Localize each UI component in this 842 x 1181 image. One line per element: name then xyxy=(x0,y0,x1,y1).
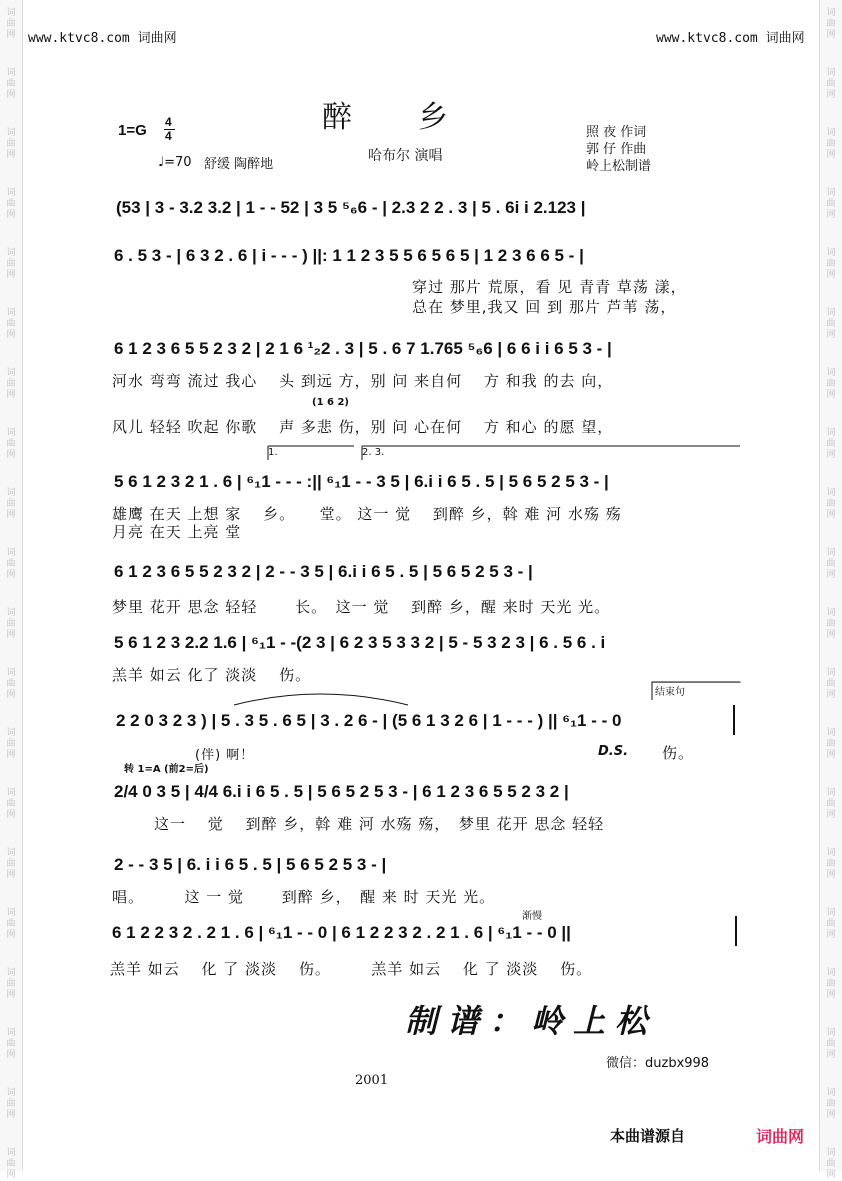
side-watermark: 词 曲 网 xyxy=(4,1148,18,1181)
score-row-5: 6 1 2 3 6 5 5 2 3 2 | 2 - - 3 5 | 6.i i 6 5 . 5 | 5 6 5 2 5 3 - | xyxy=(114,562,533,582)
side-watermark: 词 曲 网 xyxy=(824,848,838,881)
side-watermark: 词 曲 网 xyxy=(824,368,838,401)
coda-box-label: 结束句 xyxy=(655,683,685,698)
mood-mark: 舒缓 陶醉地 xyxy=(204,156,273,173)
side-watermark: 词 曲 网 xyxy=(4,248,18,281)
phrase-slur xyxy=(234,694,408,705)
score-row-10: 6 1 2 2 3 2 . 2 1 . 6 | ⁶₁1 - - 0 | 6 1 2 2 3 2 . 2 1 . 6 | ⁶₁1 - - 0 || xyxy=(112,923,571,943)
side-watermark: 词 曲 网 xyxy=(4,488,18,521)
score-row-7: 2 2 0 3 2 3 ) | 5 . 3 5 . 6 5 | 3 . 2 6 - | (5 6 1 3 2 6 | 1 - - - ) || ⁶₁1 - - 0 xyxy=(116,711,621,731)
side-watermark: 词 曲 网 xyxy=(4,1028,18,1061)
lyric-row-2-verse-1: 穿过 那片 荒原，看 见 青青 草荡 漾， xyxy=(412,276,687,297)
side-watermark: 词 曲 网 xyxy=(4,608,18,641)
side-watermark: 词 曲 网 xyxy=(4,8,18,41)
lyric-row-10: 羔羊 如云 化 了 淡淡 伤。 羔羊 如云 化 了 淡淡 伤。 xyxy=(110,958,592,979)
side-watermark: 词 曲 网 xyxy=(824,668,838,701)
lyric-row-3-verse-2: 风儿 轻轻 吹起 你歌 声 多悲 伤，别 问 心在何 方 和心 的愿 望， xyxy=(112,416,613,437)
header-site-left[interactable]: www.ktvc8.com 词曲网 xyxy=(28,27,177,46)
volta-1-label: 1. xyxy=(268,447,278,458)
side-watermark: 词 曲 网 xyxy=(4,668,18,701)
lyric-row-8: 这一 觉 到醉 乡，斡 难 河 水殇 殇， 梦里 花开 思念 轻轻 xyxy=(154,813,604,834)
side-watermark: 词 曲 网 xyxy=(824,788,838,821)
side-watermark: 词 曲 网 xyxy=(824,548,838,581)
volta-1-bracket xyxy=(268,446,354,460)
key-signature: 1=G xyxy=(118,122,147,139)
side-watermark: 词 曲 网 xyxy=(824,428,838,461)
lyric-row-5: 梦里 花开 思念 轻轻 长。 这一 觉 到醉 乡，醒 来时 天光 光。 xyxy=(112,596,610,617)
lyric-row-3-verse-1: 河水 弯弯 流过 我心 头 到远 方，别 问 来自何 方 和我 的去 向， xyxy=(112,370,613,391)
side-watermark: 词 曲 网 xyxy=(4,188,18,221)
lyric-row-9: 唱。 这 一 觉 到醉 乡， 醒 来 时 天光 光。 xyxy=(112,886,495,907)
side-watermark: 词 曲 网 xyxy=(824,908,838,941)
ds-mark: D.S. xyxy=(598,744,628,759)
lyric-row-7: (伴) 啊！ xyxy=(195,744,254,763)
side-watermark: 词 曲 网 xyxy=(4,128,18,161)
side-watermark: 词 曲 网 xyxy=(824,1028,838,1061)
lyric-row-6: 羔羊 如云 化了 淡淡 伤。 xyxy=(112,664,311,685)
ritardando-mark: 渐慢 xyxy=(522,907,542,922)
time-signature-top: 4 xyxy=(165,116,172,128)
side-watermark: 词 曲 网 xyxy=(4,848,18,881)
volta-2-bracket xyxy=(362,446,740,460)
volta-2-label: 2. 3. xyxy=(362,447,384,458)
score-row-4: 5 6 1 2 3 2 1 . 6 | ⁶₁1 - - - :|| ⁶₁1 - - 3 5 | 6.i i 6 5 . 5 | 5 6 5 2 5 3 - | xyxy=(114,472,609,492)
transcriber: 岭上松制谱 xyxy=(586,158,651,175)
side-watermark: 词 曲 网 xyxy=(4,1088,18,1121)
performer: 哈布尔 演唱 xyxy=(368,148,442,165)
modulation-mark: 转 1=A (前2=后) xyxy=(124,760,209,775)
side-watermark: 词 曲 网 xyxy=(824,308,838,341)
side-watermark: 词 曲 网 xyxy=(4,368,18,401)
score-row-8: 2/4 0 3 5 | 4/4 6.i i 6 5 . 5 | 5 6 5 2 5 3 - | 6 1 2 3 6 5 5 2 3 2 | xyxy=(114,782,569,802)
brand-link[interactable]: 词曲网 xyxy=(756,1124,804,1147)
side-watermark: 词 曲 网 xyxy=(824,1088,838,1121)
side-watermark: 词 曲 网 xyxy=(4,908,18,941)
lyric-row-2-verse-2: 总在 梦里,我又 回 到 那片 芦苇 荡， xyxy=(412,296,676,317)
side-watermark: 词 曲 网 xyxy=(4,788,18,821)
side-watermark: 词 曲 网 xyxy=(4,968,18,1001)
time-signature-bottom: 4 xyxy=(165,130,172,142)
side-watermark: 词 曲 网 xyxy=(824,728,838,761)
song-title: 醉 乡 xyxy=(322,92,450,136)
composer: 郭 仔 作曲 xyxy=(586,141,646,158)
source-note: 本曲谱源自 xyxy=(610,1125,685,1146)
side-watermark: 词 曲 网 xyxy=(824,608,838,641)
side-watermark: 词 曲 网 xyxy=(824,248,838,281)
wechat-id: 微信：duzbx998 xyxy=(606,1055,709,1072)
lyric-row-3-ossia: (1 6 2) xyxy=(312,397,349,408)
side-watermark: 词 曲 网 xyxy=(824,8,838,41)
side-watermark: 词 曲 网 xyxy=(824,488,838,521)
lyric-row-4-verse-1: 雄鹰 在天 上想 家 乡。 堂。 这一 觉 到醉 乡，斡 难 河 水殇 殇 xyxy=(112,503,622,524)
side-watermark: 词 曲 网 xyxy=(4,728,18,761)
tie-slur xyxy=(232,776,300,780)
score-row-1: (53 | 3 - 3.2 3.2 | 1 - - 52 | 3 5 ⁵₆6 - | 2.3 2 2 . 3 | 5 . 6i i 2.123 | xyxy=(116,198,586,218)
score-row-3: 6 1 2 3 6 5 5 2 3 2 | 2 1 6 ¹₂2 . 3 | 5 . 6 7 1.765 ⁵₆6 | 6 6 i i 6 5 3 - | xyxy=(114,339,612,359)
lyric-row-4-verse-2: 月亮 在天 上亮 堂 xyxy=(112,521,241,542)
tempo-mark: ♩=70 xyxy=(158,154,192,171)
lyricist: 照 夜 作词 xyxy=(586,124,646,141)
side-watermark: 词 曲 网 xyxy=(824,968,838,1001)
side-watermark: 词 曲 网 xyxy=(824,1148,838,1181)
header-site-right[interactable]: www.ktvc8.com 词曲网 xyxy=(656,27,805,46)
signature: 制谱：岭上松 xyxy=(405,996,657,1042)
side-watermark: 词 曲 网 xyxy=(824,188,838,221)
side-watermark: 词 曲 网 xyxy=(824,128,838,161)
score-row-6: 5 6 1 2 3 2.2 1.6 | ⁶₁1 - -(2 3 | 6 2 3 5 3 3 2 | 5 - 5 3 2 3 | 6 . 5 6 . i xyxy=(114,633,605,653)
side-watermark: 词 曲 网 xyxy=(4,548,18,581)
score-row-9: 2 - - 3 5 | 6. i i 6 5 . 5 | 5 6 5 2 5 3 - | xyxy=(114,855,386,875)
side-watermark: 词 曲 网 xyxy=(4,428,18,461)
side-watermark: 词 曲 网 xyxy=(4,68,18,101)
side-watermark: 词 曲 网 xyxy=(4,308,18,341)
score-row-2: 6 . 5 3 - | 6 3 2 . 6 | i - - - ) ||: 1 1 2 3 5 5 6 5 6 5 | 1 2 3 6 6 5 - | xyxy=(114,246,584,266)
lyric-row-7-end: 伤。 xyxy=(662,742,694,763)
year: 2001 xyxy=(355,1073,388,1088)
side-watermark: 词 曲 网 xyxy=(824,68,838,101)
